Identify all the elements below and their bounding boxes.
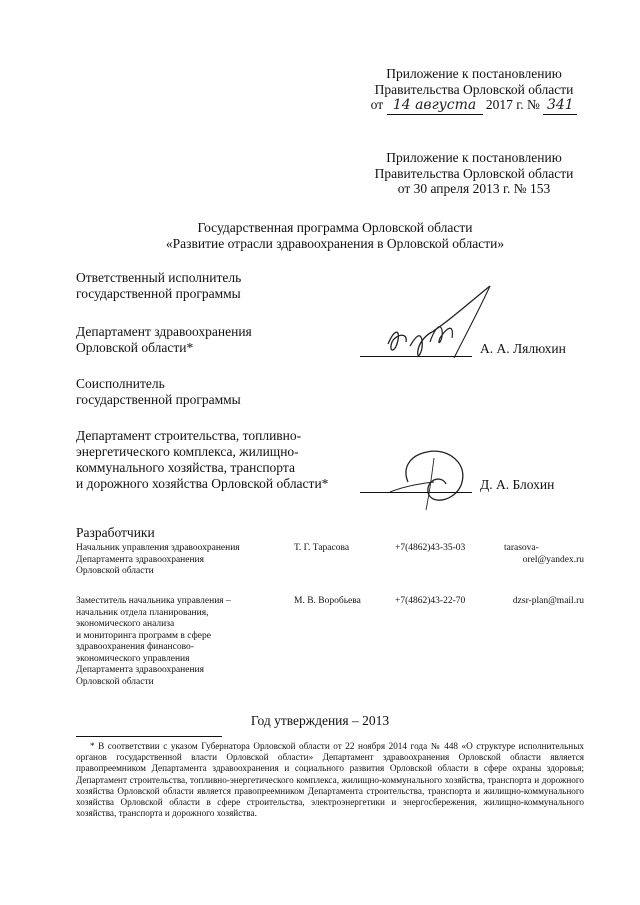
responsible-label-line2: государственной программы xyxy=(76,286,241,301)
developer-row-2-position: Заместитель начальника управления – начальник отдела планирования, экономического анализа и мониторинга программ в сфере здравоохранения финансово- экономического управления Департамента здравоохранения Орловской области xyxy=(76,596,231,687)
responsible-org-line2: Орловской области* xyxy=(76,340,194,355)
signature-line-2 xyxy=(360,492,472,493)
footnote-separator xyxy=(76,736,222,737)
coexecutor-org-line3: коммунального хозяйства, транспорта xyxy=(76,460,295,475)
developer-row-2-email: dzsr-plan@mail.ru xyxy=(512,596,584,606)
developer-row-2-name: М. В. Воробьева xyxy=(294,596,361,606)
coexecutor-label-line1: Соисполнитель xyxy=(76,376,165,391)
header-original-line2: Правительства Орловской области xyxy=(374,165,574,181)
developer-row-1-email: tarasova- orel@yandex.ru xyxy=(504,543,584,565)
header-original-line3: от 30 апреля 2013 г. № 153 xyxy=(397,181,551,196)
signature-line-1 xyxy=(360,356,472,357)
signature-blokhin xyxy=(380,438,490,518)
developer-row-1-name: Т. Г. Тарасова xyxy=(294,543,350,553)
program-title-line1: Государственная программа Орловской области xyxy=(197,220,473,235)
approval-year: Год утверждения – 2013 xyxy=(250,713,390,728)
handwritten-number: 341 xyxy=(543,98,577,115)
signature-lyalyukhin xyxy=(358,282,508,374)
coexecutor-org-line2: энергетического комплекса, жилищно- xyxy=(76,444,299,459)
header-current-line3 xyxy=(330,97,618,115)
header-current xyxy=(330,66,618,115)
header-original-line1: Приложение к постановлению xyxy=(386,150,562,165)
developer-row-1-position: Начальник управления здравоохранения Департамента здравоохранения Орловской области xyxy=(76,543,240,576)
coexecutor-org xyxy=(76,428,328,492)
developer-row-1-phone: +7(4862)43-35-03 xyxy=(395,543,466,553)
signer-blokhin: Д. А. Блохин xyxy=(480,477,555,492)
header-original xyxy=(330,150,618,197)
responsible-label xyxy=(76,270,241,302)
header-current-prefix: от xyxy=(370,97,384,112)
responsible-org xyxy=(76,324,252,356)
coexecutor-label xyxy=(76,376,241,408)
responsible-label-line1: Ответственный исполнитель xyxy=(76,270,242,285)
footnote: * В соответствии с указом Губернатора Орловской области от 22 ноября 2014 года № 448 «О структуре исполнительных органов государственной власти Орловской области» Департамент здравоохранения Орловской области является правопреемником Департамента здравоохранения и социального развития Орловской области в сфере охраны здоровья; Департамент строительства, топливно-энергетического комплекса, жилищно-коммунального хозяйства, транспорта и дорожного хозяйства Орловской области является правопреемником Департамента строительства, транспорта и жилищно-коммунального хозяйства Орловской области в сфере строительства, электроэнергетики и энергосбережения, жилищно-коммунального хозяйства, транспорта и дорожного хозяйства. xyxy=(76,741,584,819)
responsible-org-line1: Департамент здравоохранения xyxy=(76,324,252,339)
header-current-line2: Правительства Орловской области xyxy=(374,81,574,97)
program-title xyxy=(75,220,595,252)
header-current-year: 2017 г. № xyxy=(485,97,540,112)
coexecutor-label-line2: государственной программы xyxy=(76,392,241,407)
signer-lyalyukhin: А. А. Лялюхин xyxy=(480,341,566,356)
developer-row-2-phone: +7(4862)43-22-70 xyxy=(395,596,466,606)
coexecutor-org-line4: и дорожного хозяйства Орловской области* xyxy=(76,476,329,491)
coexecutor-org-line1: Департамент строительства, топливно- xyxy=(76,428,302,443)
header-current-line1: Приложение к постановлению xyxy=(386,66,562,81)
developers-heading: Разработчики xyxy=(76,525,155,540)
program-title-line2: «Развитие отрасли здравоохранения в Орловской области» xyxy=(165,236,505,251)
handwritten-date: 14 августа xyxy=(387,98,483,115)
